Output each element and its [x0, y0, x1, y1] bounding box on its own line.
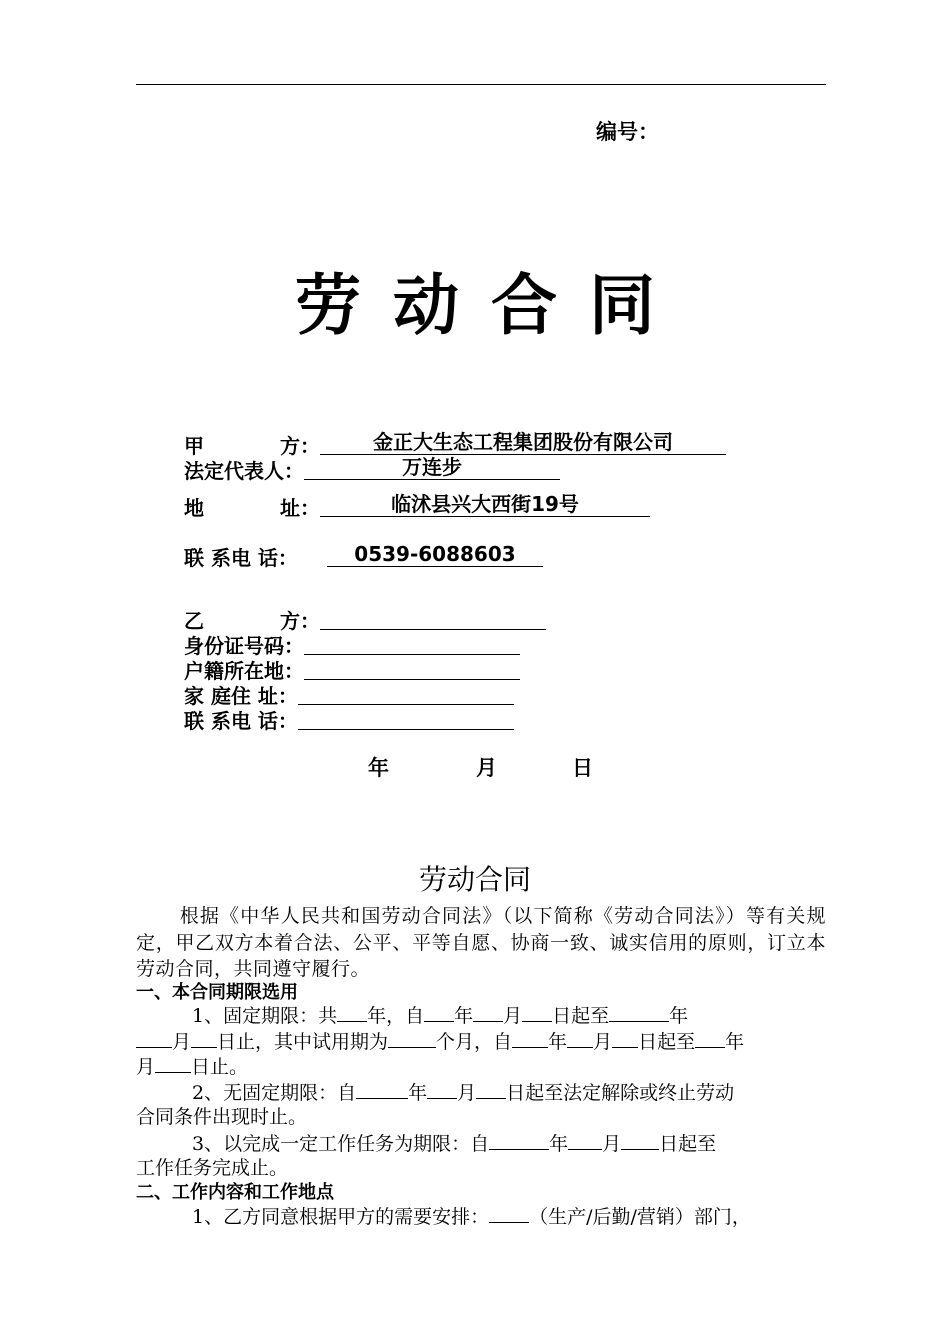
- text: 月: [457, 1082, 477, 1104]
- text: 年，自: [367, 1005, 425, 1027]
- party-b-phone-row: [184, 705, 514, 734]
- party-b-name-blank[interactable]: [320, 605, 546, 630]
- blank[interactable]: [424, 1002, 454, 1022]
- text: 1、乙方同意根据甲方的需要安排：: [192, 1206, 490, 1228]
- blank[interactable]: [609, 1002, 669, 1022]
- blank[interactable]: [155, 1053, 191, 1073]
- blank[interactable]: [489, 1130, 549, 1150]
- party-b-label-2: 方：: [280, 609, 320, 633]
- s1-item1-line2: [136, 1028, 826, 1056]
- s1-item3-line2: 工作任务完成止。: [136, 1157, 289, 1179]
- blank[interactable]: [522, 1002, 552, 1022]
- party-a-company: 金正大生态工程集团股份有限公司: [320, 430, 726, 455]
- text: 月: [602, 1133, 622, 1155]
- party-a-address: 临沭县兴大西街19号: [320, 492, 650, 517]
- blank[interactable]: [191, 1028, 217, 1048]
- top-rule: [136, 84, 826, 85]
- party-a-phone-label: 联 系电 话：: [184, 546, 298, 570]
- blank[interactable]: [567, 1028, 593, 1048]
- s1-item1-line3: [136, 1053, 826, 1081]
- party-a-phone-row: [184, 542, 543, 571]
- contract-number-label: 编号：: [596, 120, 659, 144]
- text: 1、固定期限：共: [192, 1005, 338, 1027]
- address-label: 地: [184, 496, 204, 520]
- s1-item1-line1: [136, 1002, 882, 1030]
- hukou-label: 户籍所在地：: [184, 659, 304, 683]
- text: 日起至: [638, 1031, 696, 1053]
- cover-title: 劳动合同: [295, 267, 687, 344]
- text: 年: [725, 1031, 745, 1053]
- text: 年: [454, 1005, 474, 1027]
- party-b-phone-label: 联 系电 话：: [184, 709, 298, 733]
- blank[interactable]: [695, 1028, 725, 1048]
- section-2-heading: 二、工作内容和工作地点: [136, 1182, 334, 1203]
- address-row: [184, 492, 650, 521]
- id-number-label: 身份证号码：: [184, 634, 304, 658]
- text: 年: [408, 1082, 428, 1104]
- text: 年: [548, 1031, 568, 1053]
- text: 月: [136, 1056, 156, 1078]
- blank[interactable]: [568, 1130, 602, 1150]
- text: 日起至: [659, 1133, 717, 1155]
- section-1-heading: 一、本合同期限选用: [136, 982, 298, 1003]
- blank[interactable]: [337, 1002, 367, 1022]
- party-b-phone-blank[interactable]: [298, 705, 514, 730]
- party-b-label: 乙: [184, 609, 204, 633]
- text: 年: [549, 1133, 569, 1155]
- blank[interactable]: [489, 1203, 529, 1223]
- text: 月: [503, 1005, 523, 1027]
- date-year: 年: [368, 756, 389, 780]
- blank[interactable]: [512, 1028, 548, 1048]
- text: （生产/后勤/营销）部门，: [529, 1206, 751, 1228]
- text: 3、以完成一定工作任务为期限：自: [192, 1133, 490, 1155]
- s2-item1-line1: [136, 1203, 882, 1231]
- hukou-blank[interactable]: [304, 655, 520, 680]
- text: 日起至法定解除或终止劳动: [506, 1082, 735, 1104]
- text: 日止，其中试用期为: [217, 1031, 389, 1053]
- blank[interactable]: [476, 1079, 506, 1099]
- intro-paragraph: 根据《中华人民共和国劳动合同法》（以下简称《劳动合同法》）等有关规定，甲乙双方本着合法、公平、平等自愿、协商一致、诚实信用的原则，订立本劳动合同，共同遵守履行。: [136, 905, 826, 980]
- home-address-blank[interactable]: [298, 680, 514, 705]
- party-a-phone: 0539-6088603: [327, 542, 543, 567]
- s1-item3-line1: [136, 1130, 882, 1158]
- id-number-blank[interactable]: [304, 630, 520, 655]
- text: 日起至: [552, 1005, 610, 1027]
- party-a-label: 甲: [184, 434, 204, 458]
- s1-item2-line1: [136, 1079, 882, 1107]
- blank[interactable]: [388, 1028, 436, 1048]
- contract-heading: 劳动合同: [418, 863, 531, 896]
- home-address-label: 家 庭住 址：: [184, 684, 298, 708]
- s1-item2-line2: 合同条件出现时止。: [136, 1106, 308, 1128]
- date-month: 月: [476, 756, 497, 780]
- representative-label: 法定代表人：: [184, 459, 304, 483]
- text: 年: [669, 1005, 689, 1027]
- blank[interactable]: [136, 1028, 172, 1048]
- blank[interactable]: [612, 1028, 638, 1048]
- text: 月: [593, 1031, 613, 1053]
- representative-name: 万连步: [304, 455, 560, 480]
- blank[interactable]: [356, 1079, 408, 1099]
- blank[interactable]: [621, 1130, 659, 1150]
- text: 月: [172, 1031, 192, 1053]
- blank[interactable]: [473, 1002, 503, 1022]
- address-label-2: 址：: [280, 496, 320, 520]
- text: 日止。: [191, 1056, 249, 1078]
- text: 个月，自: [436, 1031, 513, 1053]
- representative-row: [184, 455, 560, 484]
- party-a-label-2: 方：: [280, 434, 320, 458]
- date-day: 日: [572, 756, 593, 780]
- text: 2、无固定期限：自: [192, 1082, 357, 1104]
- blank[interactable]: [427, 1079, 457, 1099]
